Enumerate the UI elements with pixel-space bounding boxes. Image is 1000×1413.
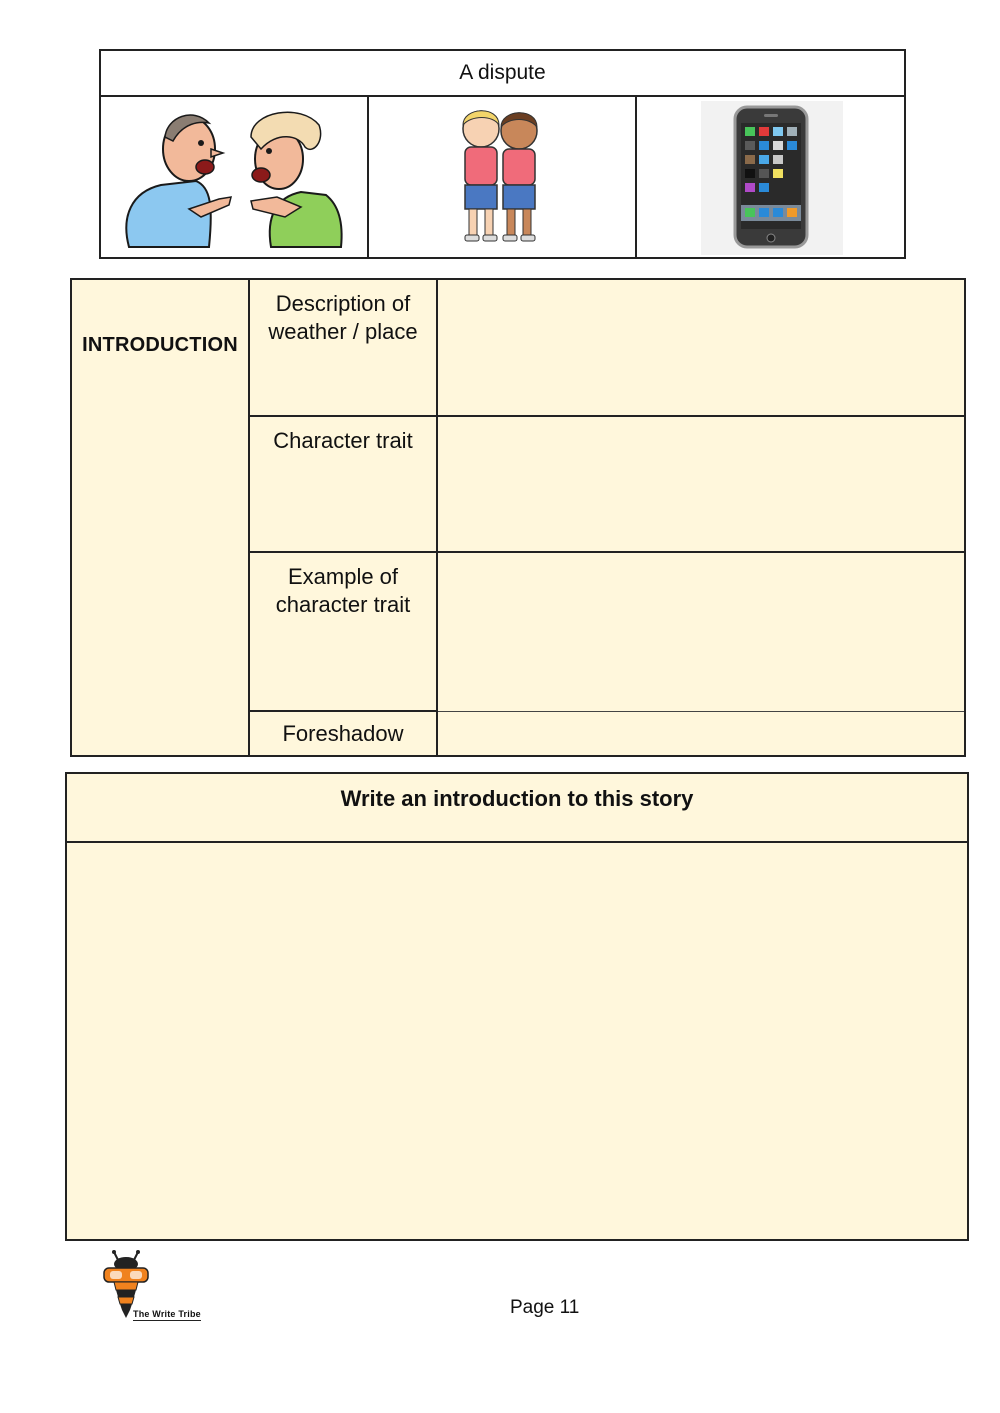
example-of-character-trait-label — [250, 553, 438, 712]
example-of-character-trait-answer[interactable] — [438, 553, 964, 712]
write-introduction-box — [65, 772, 969, 1241]
label-line-2: character trait — [275, 592, 411, 617]
label-line-1: Character trait — [273, 428, 413, 453]
description-of-weather-place-label — [250, 280, 438, 417]
foreshadow-answer[interactable] — [438, 712, 964, 755]
two-boys-friends-icon — [369, 97, 637, 257]
introduction-column — [72, 280, 250, 755]
story-title: A dispute — [101, 51, 904, 97]
picture-prompt-table — [99, 49, 906, 259]
description-of-weather-place-answer[interactable] — [438, 280, 964, 417]
write-introduction-answer[interactable] — [67, 843, 967, 1239]
picture-cell-2 — [369, 97, 637, 257]
foreshadow-label — [250, 712, 438, 755]
introduction-planning-grid — [70, 278, 966, 757]
arguing-men-icon — [101, 97, 369, 257]
logo-wordmark: The Write Tribe — [133, 1309, 201, 1319]
page-number: Page 11 — [510, 1297, 580, 1318]
picture-cell-1 — [101, 97, 369, 257]
label-line-2: weather / place — [268, 319, 418, 344]
write-introduction-heading: Write an introduction to this story — [67, 774, 967, 843]
label-line-1: Description of — [275, 291, 411, 316]
label-line-1: Foreshadow — [282, 721, 404, 746]
introduction-label: INTRODUCTION — [82, 334, 238, 356]
mobile-phone-icon — [637, 97, 904, 257]
picture-cell-3 — [637, 97, 904, 257]
label-line-1: Example of — [287, 564, 399, 589]
character-trait-label — [250, 417, 438, 553]
character-trait-answer[interactable] — [438, 417, 964, 553]
